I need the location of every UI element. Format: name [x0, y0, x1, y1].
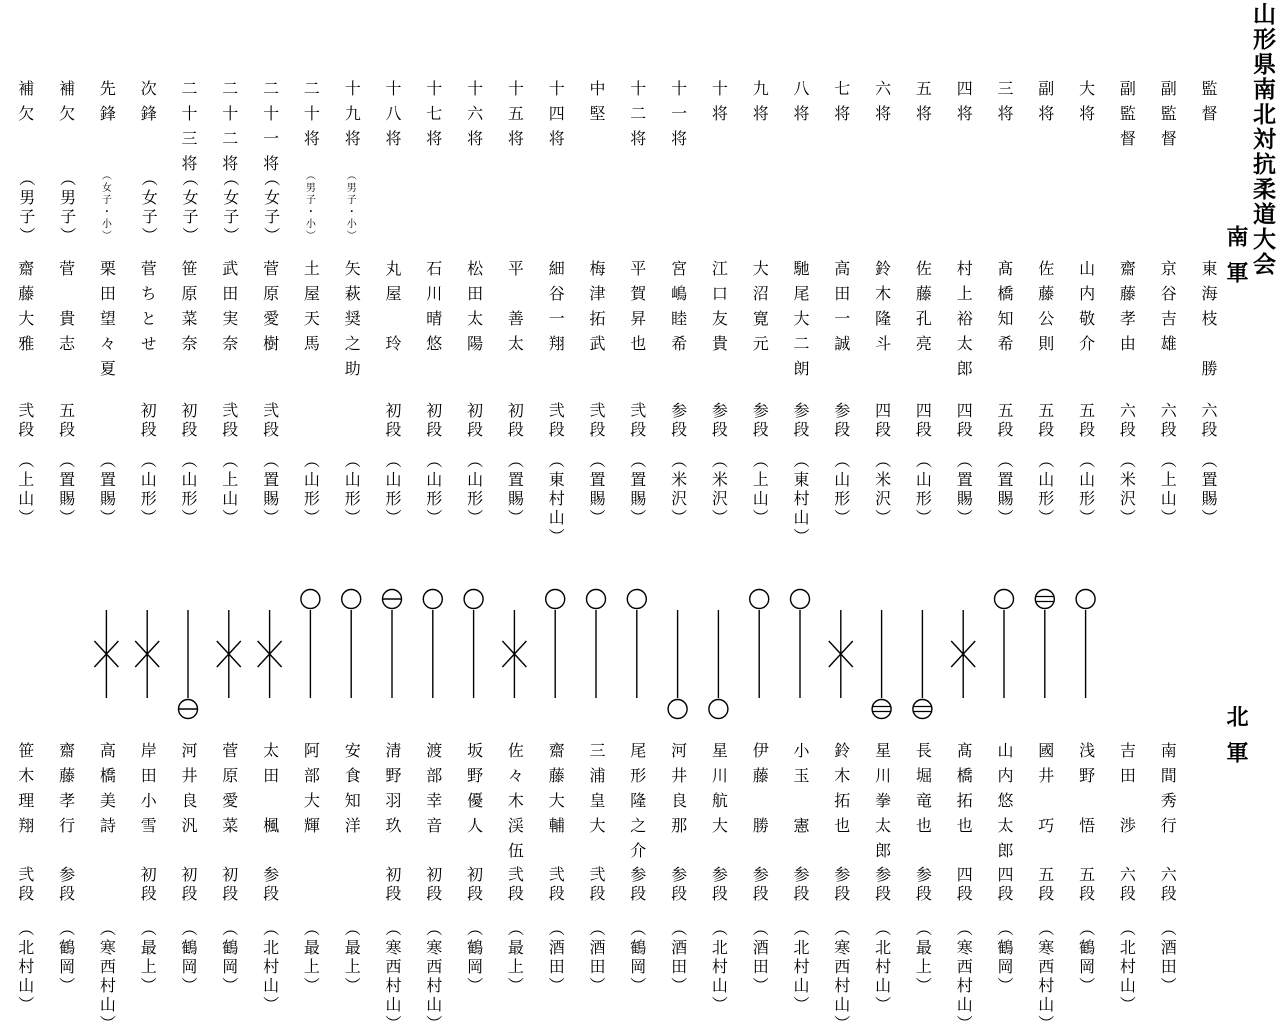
- position-label: 十四将: [546, 80, 566, 155]
- position-label: 副監督: [1117, 80, 1137, 155]
- south-player-rank: 四段: [954, 402, 974, 440]
- south-player-name: 平 善太: [505, 260, 525, 360]
- north-partial-mark: [872, 700, 891, 719]
- south-player-name: 笹原菜奈: [179, 260, 198, 360]
- position-label: 補欠: [15, 80, 35, 130]
- position-category: （女子）: [220, 170, 240, 246]
- north-player-name: 高橋美詩: [97, 742, 117, 842]
- south-player-name: 松田太陽: [464, 260, 484, 360]
- north-player-area: （北村山）: [260, 920, 280, 1015]
- south-player-name: 高田一誠: [831, 260, 851, 360]
- south-player-rank: 四段: [872, 402, 892, 440]
- south-player-name: 鈴木隆斗: [872, 260, 892, 360]
- north-team-label: 北軍: [1223, 705, 1249, 777]
- south-player-name: 平賀昇也: [627, 260, 647, 360]
- north-player-name: 阿部大輝: [301, 742, 321, 842]
- south-player-name: 宮嶋睦希: [668, 260, 688, 360]
- position-label: 二十二将: [219, 80, 239, 180]
- north-player-rank: 初段: [383, 866, 402, 904]
- north-player-rank: 初段: [464, 866, 484, 904]
- north-player-name: 齋藤孝行: [56, 742, 76, 842]
- north-player-rank: 弐段: [15, 866, 35, 904]
- north-player-name: 菅原愛菜: [219, 742, 239, 842]
- position-label: 十八将: [383, 80, 402, 155]
- south-win-mark: [995, 590, 1014, 609]
- position-label: 六将: [872, 80, 892, 130]
- north-player-rank: 参段: [56, 866, 76, 904]
- south-win-mark: [1076, 590, 1095, 609]
- north-player-rank: 五段: [1035, 866, 1055, 904]
- south-player-name: 佐藤公則: [1035, 260, 1055, 360]
- south-win-mark: [750, 590, 769, 609]
- north-player-rank: 初段: [219, 866, 239, 904]
- north-player-rank: 参段: [750, 866, 770, 904]
- south-player-area: （上山）: [15, 452, 35, 528]
- north-player-name: 南間秀行: [1158, 742, 1178, 842]
- south-player-area: （山形）: [831, 452, 851, 528]
- north-player-name: 太田 楓: [260, 742, 280, 842]
- position-label: 二十将: [301, 80, 321, 155]
- north-player-area: （最上）: [505, 920, 525, 996]
- north-player-area: （最上）: [913, 920, 933, 996]
- south-player-rank: 初段: [138, 402, 158, 440]
- north-player-rank: 参段: [872, 866, 892, 904]
- north-player-rank: 四段: [995, 866, 1014, 904]
- north-player-name: 齋藤大輔: [546, 742, 566, 842]
- north-player-area: （酒田）: [750, 920, 770, 996]
- north-player-rank: 参段: [260, 866, 280, 904]
- north-player-name: 星川拳太郎: [872, 742, 892, 867]
- position-label: 四将: [954, 80, 974, 130]
- north-player-area: （最上）: [342, 920, 362, 996]
- north-player-rank: 初段: [423, 866, 443, 904]
- north-player-name: 佐々木渓伍: [505, 742, 525, 867]
- south-player-area: （置賜）: [995, 452, 1014, 528]
- north-player-rank: 弐段: [587, 866, 606, 904]
- south-player-area: （山形）: [383, 452, 402, 528]
- north-player-name: 清野羽玖: [383, 742, 402, 842]
- north-player-rank: 参段: [627, 866, 647, 904]
- position-label: 九将: [750, 80, 770, 130]
- south-player-name: 菅原愛樹: [260, 260, 280, 360]
- north-player-area: （北村山）: [1117, 920, 1137, 1015]
- south-player-area: （東村山）: [791, 452, 810, 547]
- position-label: 十将: [709, 80, 729, 130]
- north-player-rank: 弐段: [505, 866, 525, 904]
- south-player-rank: 弐段: [627, 402, 647, 440]
- south-player-rank: 初段: [383, 402, 402, 440]
- south-player-name: 江口友貴: [709, 260, 729, 360]
- south-player-name: 菅 貴志: [56, 260, 76, 360]
- south-player-area: （置賜）: [56, 452, 76, 528]
- south-win-mark: [423, 590, 442, 609]
- south-win-mark: [301, 590, 320, 609]
- south-player-area: （置賜）: [587, 452, 606, 528]
- south-player-name: 大沼寛元: [750, 260, 770, 360]
- south-player-rank: 弐段: [546, 402, 566, 440]
- position-label: 補欠: [56, 80, 76, 130]
- position-label: 監督: [1199, 80, 1218, 130]
- south-player-area: （置賜）: [954, 452, 974, 528]
- south-player-name: 石川晴悠: [423, 260, 443, 360]
- north-player-rank: 参段: [668, 866, 688, 904]
- position-label: 十六将: [464, 80, 484, 155]
- south-win-mark: [587, 590, 606, 609]
- north-player-rank: 参段: [709, 866, 729, 904]
- position-category: （男子）: [16, 170, 36, 246]
- north-player-name: 小玉 憲: [791, 742, 810, 842]
- position-label: 五将: [913, 80, 933, 130]
- north-player-name: 星川航大: [709, 742, 729, 842]
- position-label: 副将: [1035, 80, 1055, 130]
- south-player-rank: 六段: [1199, 402, 1218, 440]
- south-player-rank: 五段: [1035, 402, 1055, 440]
- north-player-name: 鈴木拓也: [831, 742, 851, 842]
- south-player-rank: 初段: [464, 402, 484, 440]
- south-player-rank: 参段: [709, 402, 729, 440]
- north-player-rank: 六段: [1158, 866, 1178, 904]
- south-player-name: 東海枝 勝: [1199, 260, 1218, 385]
- south-player-area: （上山）: [750, 452, 770, 528]
- south-player-name: 梅津拓武: [587, 260, 606, 360]
- south-player-name: 丸屋 玲: [383, 260, 402, 360]
- south-player-name: 菅ちとせ: [138, 260, 158, 360]
- position-category: （男子）: [57, 170, 77, 246]
- south-player-rank: 初段: [505, 402, 525, 440]
- south-player-name: 栗田望々夏: [97, 260, 117, 385]
- south-player-name: 武田実奈: [219, 260, 239, 360]
- north-player-name: 髙橋拓也: [954, 742, 974, 842]
- position-category: （女子・小）: [99, 170, 111, 242]
- north-player-rank: 初段: [179, 866, 198, 904]
- south-player-rank: 弐段: [587, 402, 606, 440]
- south-player-rank: 初段: [423, 402, 443, 440]
- position-label: 次鋒: [138, 80, 158, 130]
- south-player-area: （上山）: [1158, 452, 1178, 528]
- north-player-area: （寒西村山）: [1035, 920, 1055, 1034]
- position-category: （男子・小）: [303, 170, 315, 242]
- north-player-area: （鶴岡）: [179, 920, 198, 996]
- south-player-name: 齋藤大雅: [15, 260, 35, 360]
- position-category: （男子・小）: [344, 170, 356, 242]
- north-player-area: （寒西村山）: [423, 920, 443, 1034]
- south-player-area: （山形）: [179, 452, 198, 528]
- north-player-area: （酒田）: [668, 920, 688, 996]
- north-win-mark: [668, 700, 687, 719]
- north-player-name: 國井 巧: [1035, 742, 1055, 842]
- position-label: 先鋒: [97, 80, 117, 130]
- position-label: 十九将: [342, 80, 362, 155]
- south-player-area: （置賜）: [627, 452, 647, 528]
- north-player-name: 渡部幸音: [423, 742, 443, 842]
- north-player-area: （酒田）: [1158, 920, 1178, 996]
- south-player-area: （山形）: [342, 452, 362, 528]
- north-player-rank: 四段: [954, 866, 974, 904]
- north-player-rank: 参段: [831, 866, 851, 904]
- north-player-area: （最上）: [301, 920, 321, 996]
- north-player-area: （北村山）: [15, 920, 35, 1015]
- south-player-area: （置賜）: [97, 452, 117, 528]
- north-player-area: （鶴岡）: [219, 920, 239, 996]
- north-player-name: 河井良那: [668, 742, 688, 842]
- south-player-area: （上山）: [219, 452, 239, 528]
- north-player-area: （寒西村山）: [954, 920, 974, 1034]
- north-player-area: （酒田）: [587, 920, 606, 996]
- south-win-mark: [342, 590, 361, 609]
- south-player-rank: 参段: [750, 402, 770, 440]
- position-label: 十五将: [505, 80, 525, 155]
- south-win-mark: [546, 590, 565, 609]
- south-player-name: 齋藤孝由: [1117, 260, 1137, 360]
- north-player-area: （鶴岡）: [1076, 920, 1096, 996]
- position-category: （女子）: [180, 170, 199, 246]
- page-title: 山形県南北対抗柔道大会: [1249, 2, 1276, 277]
- south-player-rank: 六段: [1117, 402, 1137, 440]
- south-win-mark: [791, 590, 810, 609]
- north-player-area: （酒田）: [546, 920, 566, 996]
- south-player-area: （米沢）: [872, 452, 892, 528]
- south-player-area: （置賜）: [1199, 452, 1218, 528]
- north-player-area: （鶴岡）: [627, 920, 647, 996]
- south-player-name: 佐藤孔亮: [913, 260, 933, 360]
- south-player-area: （山形）: [138, 452, 158, 528]
- north-player-rank: 五段: [1076, 866, 1096, 904]
- north-player-rank: 初段: [138, 866, 158, 904]
- north-player-name: 岸田小雪: [138, 742, 158, 842]
- north-player-area: （北村山）: [872, 920, 892, 1015]
- south-player-rank: 五段: [1076, 402, 1096, 440]
- north-player-rank: 弐段: [546, 866, 566, 904]
- south-player-rank: 参段: [791, 402, 810, 440]
- position-label: 中堅: [587, 80, 606, 130]
- north-player-area: （寒西村山）: [831, 920, 851, 1034]
- north-player-rank: 参段: [913, 866, 933, 904]
- position-label: 大将: [1076, 80, 1096, 130]
- south-player-rank: 四段: [913, 402, 933, 440]
- south-player-area: （米沢）: [709, 452, 729, 528]
- south-player-area: （山形）: [301, 452, 321, 528]
- south-player-area: （山形）: [423, 452, 443, 528]
- south-player-rank: 初段: [179, 402, 198, 440]
- north-player-area: （寒西村山）: [97, 920, 117, 1034]
- north-player-rank: 六段: [1117, 866, 1137, 904]
- north-player-area: （北村山）: [791, 920, 810, 1015]
- south-player-rank: 弐段: [15, 402, 35, 440]
- south-player-area: （山形）: [464, 452, 484, 528]
- north-player-name: 浅野 悟: [1076, 742, 1096, 842]
- position-label: 副監督: [1158, 80, 1178, 155]
- position-label: 三将: [995, 80, 1014, 130]
- south-player-area: （米沢）: [668, 452, 688, 528]
- north-partial-mark: [913, 700, 932, 719]
- position-label: 二十一将: [260, 80, 280, 180]
- north-player-name: 長堀竜也: [913, 742, 933, 842]
- north-player-name: 山内悠太郎: [995, 742, 1014, 867]
- south-player-name: 細谷一翔: [546, 260, 566, 360]
- south-partial-mark: [1035, 590, 1054, 609]
- position-category: （女子）: [139, 170, 159, 246]
- south-player-name: 土屋天馬: [301, 260, 321, 360]
- north-player-name: 吉田 渉: [1117, 742, 1137, 842]
- south-player-area: （山形）: [1076, 452, 1096, 528]
- south-player-area: （東村山）: [546, 452, 566, 547]
- position-label: 八将: [791, 80, 810, 130]
- south-player-rank: 弐段: [260, 402, 280, 440]
- south-player-name: 京谷吉雄: [1158, 260, 1178, 360]
- south-player-name: 山内敬介: [1076, 260, 1096, 360]
- position-category: （女子）: [261, 170, 281, 246]
- south-player-area: （山形）: [913, 452, 933, 528]
- north-player-area: （北村山）: [709, 920, 729, 1015]
- north-player-area: （鶴岡）: [464, 920, 484, 996]
- position-label: 十二将: [627, 80, 647, 155]
- north-player-name: 伊藤 勝: [750, 742, 770, 842]
- south-player-rank: 五段: [56, 402, 76, 440]
- south-player-rank: 六段: [1158, 402, 1178, 440]
- north-player-name: 尾形隆之介: [627, 742, 647, 867]
- south-team-label: 南軍: [1223, 225, 1249, 297]
- north-player-name: 三浦皇大: [587, 742, 606, 842]
- north-player-area: （最上）: [138, 920, 158, 996]
- north-player-area: （寒西村山）: [383, 920, 402, 1034]
- south-player-area: （置賜）: [505, 452, 525, 528]
- south-player-area: （置賜）: [260, 452, 280, 528]
- position-label: 七将: [831, 80, 851, 130]
- position-label: 十一将: [668, 80, 688, 155]
- south-player-rank: 五段: [995, 402, 1014, 440]
- south-player-rank: 参段: [668, 402, 688, 440]
- south-player-area: （山形）: [1035, 452, 1055, 528]
- south-player-name: 馳尾大二朗: [791, 260, 810, 385]
- south-player-name: 村上裕太郎: [954, 260, 974, 385]
- south-player-name: 髙橋知希: [995, 260, 1014, 360]
- south-win-mark: [464, 590, 483, 609]
- north-player-name: 河井良汎: [179, 742, 198, 842]
- south-player-rank: 参段: [831, 402, 851, 440]
- north-player-name: 坂野優人: [464, 742, 484, 842]
- north-player-area: （鶴岡）: [56, 920, 76, 996]
- north-player-name: 笹木理翔: [15, 742, 35, 842]
- north-player-area: （鶴岡）: [995, 920, 1014, 996]
- south-player-area: （米沢）: [1117, 452, 1137, 528]
- north-win-mark: [709, 700, 728, 719]
- south-win-mark: [627, 590, 646, 609]
- position-label: 二十三将: [179, 80, 198, 180]
- south-player-name: 矢萩奨之助: [342, 260, 362, 385]
- north-player-rank: 参段: [791, 866, 810, 904]
- north-player-name: 安食知洋: [342, 742, 362, 842]
- position-label: 十七将: [423, 80, 443, 155]
- south-player-rank: 弐段: [219, 402, 239, 440]
